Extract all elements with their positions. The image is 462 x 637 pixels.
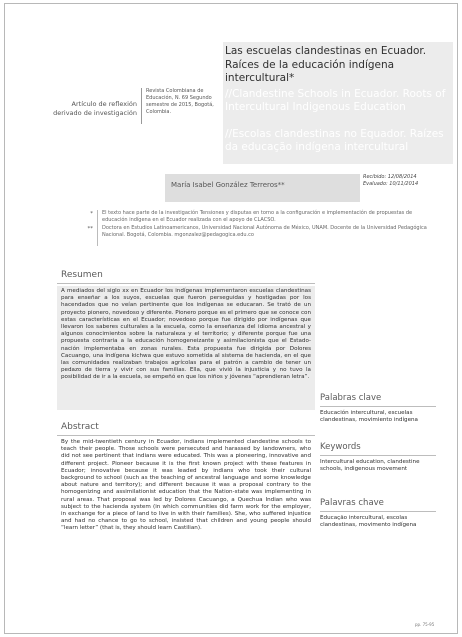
footnote-text: El texto hace parte de la investigación Tensiones y disputas en torno a la configuración e implementación de propuestas de educación indígena en el Ecuador realizada con el apoyo de CLACSO.: [102, 210, 413, 223]
journal-citation: Revista Colombiana de Educación, N. 69 Segundo semestre de 2015, Bogotá, Colombia.: [146, 88, 214, 115]
keywords-en-text: Intercultural education, clandestine schools, indigenous movement: [320, 459, 420, 472]
received-date: Recibido: 12/08/2014: [363, 174, 417, 180]
footnote-divider: [97, 210, 98, 246]
page-number: pp. 75-95: [415, 622, 435, 627]
abstract-rule: [57, 435, 315, 436]
keywords-es-heading: Palabras clave: [320, 393, 382, 403]
keywords-pt-text: Educação intercultural, escolas clandestinas, movimento indígena: [320, 515, 417, 528]
keywords-rule: [320, 455, 436, 456]
keywords-en-heading: Keywords: [320, 442, 361, 452]
header-divider: [141, 88, 142, 124]
footnote-mark: **: [87, 226, 93, 232]
title-spanish: Las escuelas clandestinas en Ecuador. Raíces de la educación indígena intercultural*: [225, 45, 427, 84]
journal-page: [4, 3, 458, 634]
author-name: María Isabel González Terreros**: [171, 181, 285, 189]
abstract-heading: Abstract: [61, 422, 99, 432]
resumen-heading: Resumen: [61, 270, 103, 280]
keywords-rule: [320, 406, 436, 407]
article-type: Artículo de reflexión derivado de investigación: [53, 100, 137, 117]
submission-dates: [363, 174, 455, 188]
evaluated-date: Evaluado: 10/11/2014: [363, 181, 419, 187]
resumen-rule: [57, 283, 315, 284]
title-english: //Clandestine Schools in Ecuador. Roots of Intercultural Indigenous Education: [225, 88, 446, 113]
abstract-text: By the mid-twentieth century in Ecuador, indians implemented clandestine schools to teach their people. Those schools were persecuted and harassed by landowners, who did not see pertinent that indians were educated. This was a pioneering, innovative and different project. Pioneer because it is the first known project with these features in Ecuador; innovative because it was leaded by indians who took their cultural background to school (such as the teaching of ancestral language and some knowledge about nature and territory); and different because it was a proposal contrary to the homogenizing and assimilationist education that the Nation-state was implementing in rural areas. That proposal was led by Dolores Cacuango, a Quechua Indian who was subject to the hacienda system (in which communities did farm work for the employer, in exchange for a piece of land to live in with their families). She, who suffered injustice and had no chance to go to school, insisted that children and young people should “learn letter” (that is, they should learn Castilian).: [61, 439, 311, 532]
title-portuguese: //Escolas clandestinas no Equador. Raízes da educação indígena intercultural: [225, 128, 444, 153]
footnote-text: Doctora en Estudios Latinoamericanos, Universidad Nacional Autónoma de México, UNAM. Docente de la Universidad Pedagógica Nacional. Bogotá, Colombia. mgonzalez@pedagogica.edu.co: [102, 225, 427, 238]
keywords-pt-heading: Palavras chave: [320, 498, 384, 508]
footnote-mark: *: [90, 211, 93, 217]
keywords-es-text: Educación intercultural, escuelas clandestinas, movimiento indígena: [320, 410, 418, 423]
resumen-text: A mediados del siglo xx en Ecuador los indígenas implementaron escuelas clandestinas para enseñar a los suyos, escuelas que fueron perseguidas y hostigadas por los hacendados que no veían pertinente que los indígenas se educaran. Se trató de un proyecto pionero, novedoso y diferente. Pionero porque es el primero que se conoce con estas características en el Ecuador; novedoso porque fue dirigido por indígenas que llevaron los saberes culturales a la escuela, como la enseñanza del idioma ancestral y algunos conocimientos sobre la naturaleza y el territorio; y diferente porque fue una propuesta contraria a la educación homogeneizante y asimilacionista que el Estado-nación implementaba en zonas rurales. Esta propuesta fue dirigida por Dolores Cacuango, una indígena kichwa que estuvo sometida al sistema de hacienda, en el que las comunidades realizaban trabajos agrícolas para el patrón a cambio de tener un pedazo de tierra y vivir con sus familias. Ella, que vivió la injusticia y no tuvo la posibilidad de ir a la escuela, se empeñó en que los niños y jóvenes “aprendieran letra”.: [61, 288, 311, 381]
keywords-rule: [320, 511, 436, 512]
